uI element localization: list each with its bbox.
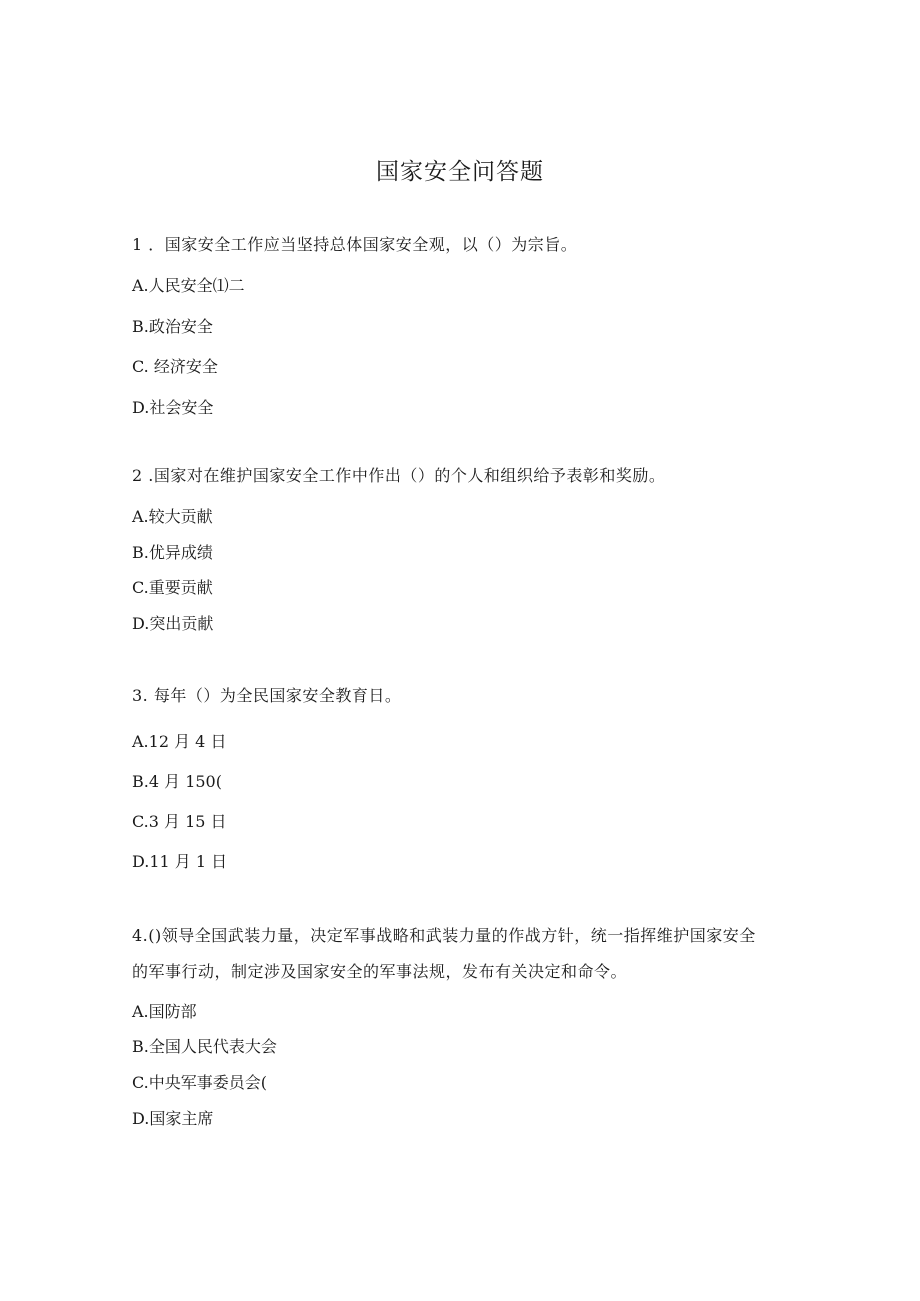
question-1-text: 1 ．国家安全工作应当坚持总体国家安全观，以（）为宗旨。 [132,235,578,254]
question-4-option-c: C.中央军事委员会( [132,1073,268,1092]
question-3-option-c: C.3 月 15 日 [132,812,227,831]
question-3-text: 3. 每年（）为全民国家安全教育日。 [132,686,402,705]
question-1-option-b: B.政治安全 [132,317,213,336]
question-2-option-b: B.优异成绩 [132,543,213,562]
question-4-option-b: B.全国人民代表大会 [132,1037,277,1056]
question-1-option-a: A.人民安全⑴二 [132,276,245,295]
question-3-option-d: D.11 月 1 日 [132,852,228,871]
question-3-option-a: A.12 月 4 日 [132,732,227,751]
question-4-option-a: A.国防部 [132,1002,197,1021]
question-2-text: 2 .国家对在维护国家安全工作中作出（）的个人和组织给予表彰和奖励。 [132,466,666,485]
question-2-option-a: A.较大贡献 [132,507,213,526]
question-4-text-line-2: 的军事行动，制定涉及国家安全的军事法规，发布有关决定和命令。 [132,962,628,981]
question-1-option-d: D.社会安全 [132,398,214,417]
question-4-text-line-1: 4.()领导全国武装力量，决定军事战略和武装力量的作战方针，统一指挥维护国家安全 [132,926,756,945]
question-3-option-b: B.4 月 150( [132,772,222,791]
question-2-option-d: D.突出贡献 [132,614,214,633]
question-4-option-d: D.国家主席 [132,1109,214,1128]
page-title: 国家安全问答题 [376,159,544,185]
question-2-option-c: C.重要贡献 [132,578,213,597]
question-1-option-c: C. 经济安全 [132,357,218,376]
